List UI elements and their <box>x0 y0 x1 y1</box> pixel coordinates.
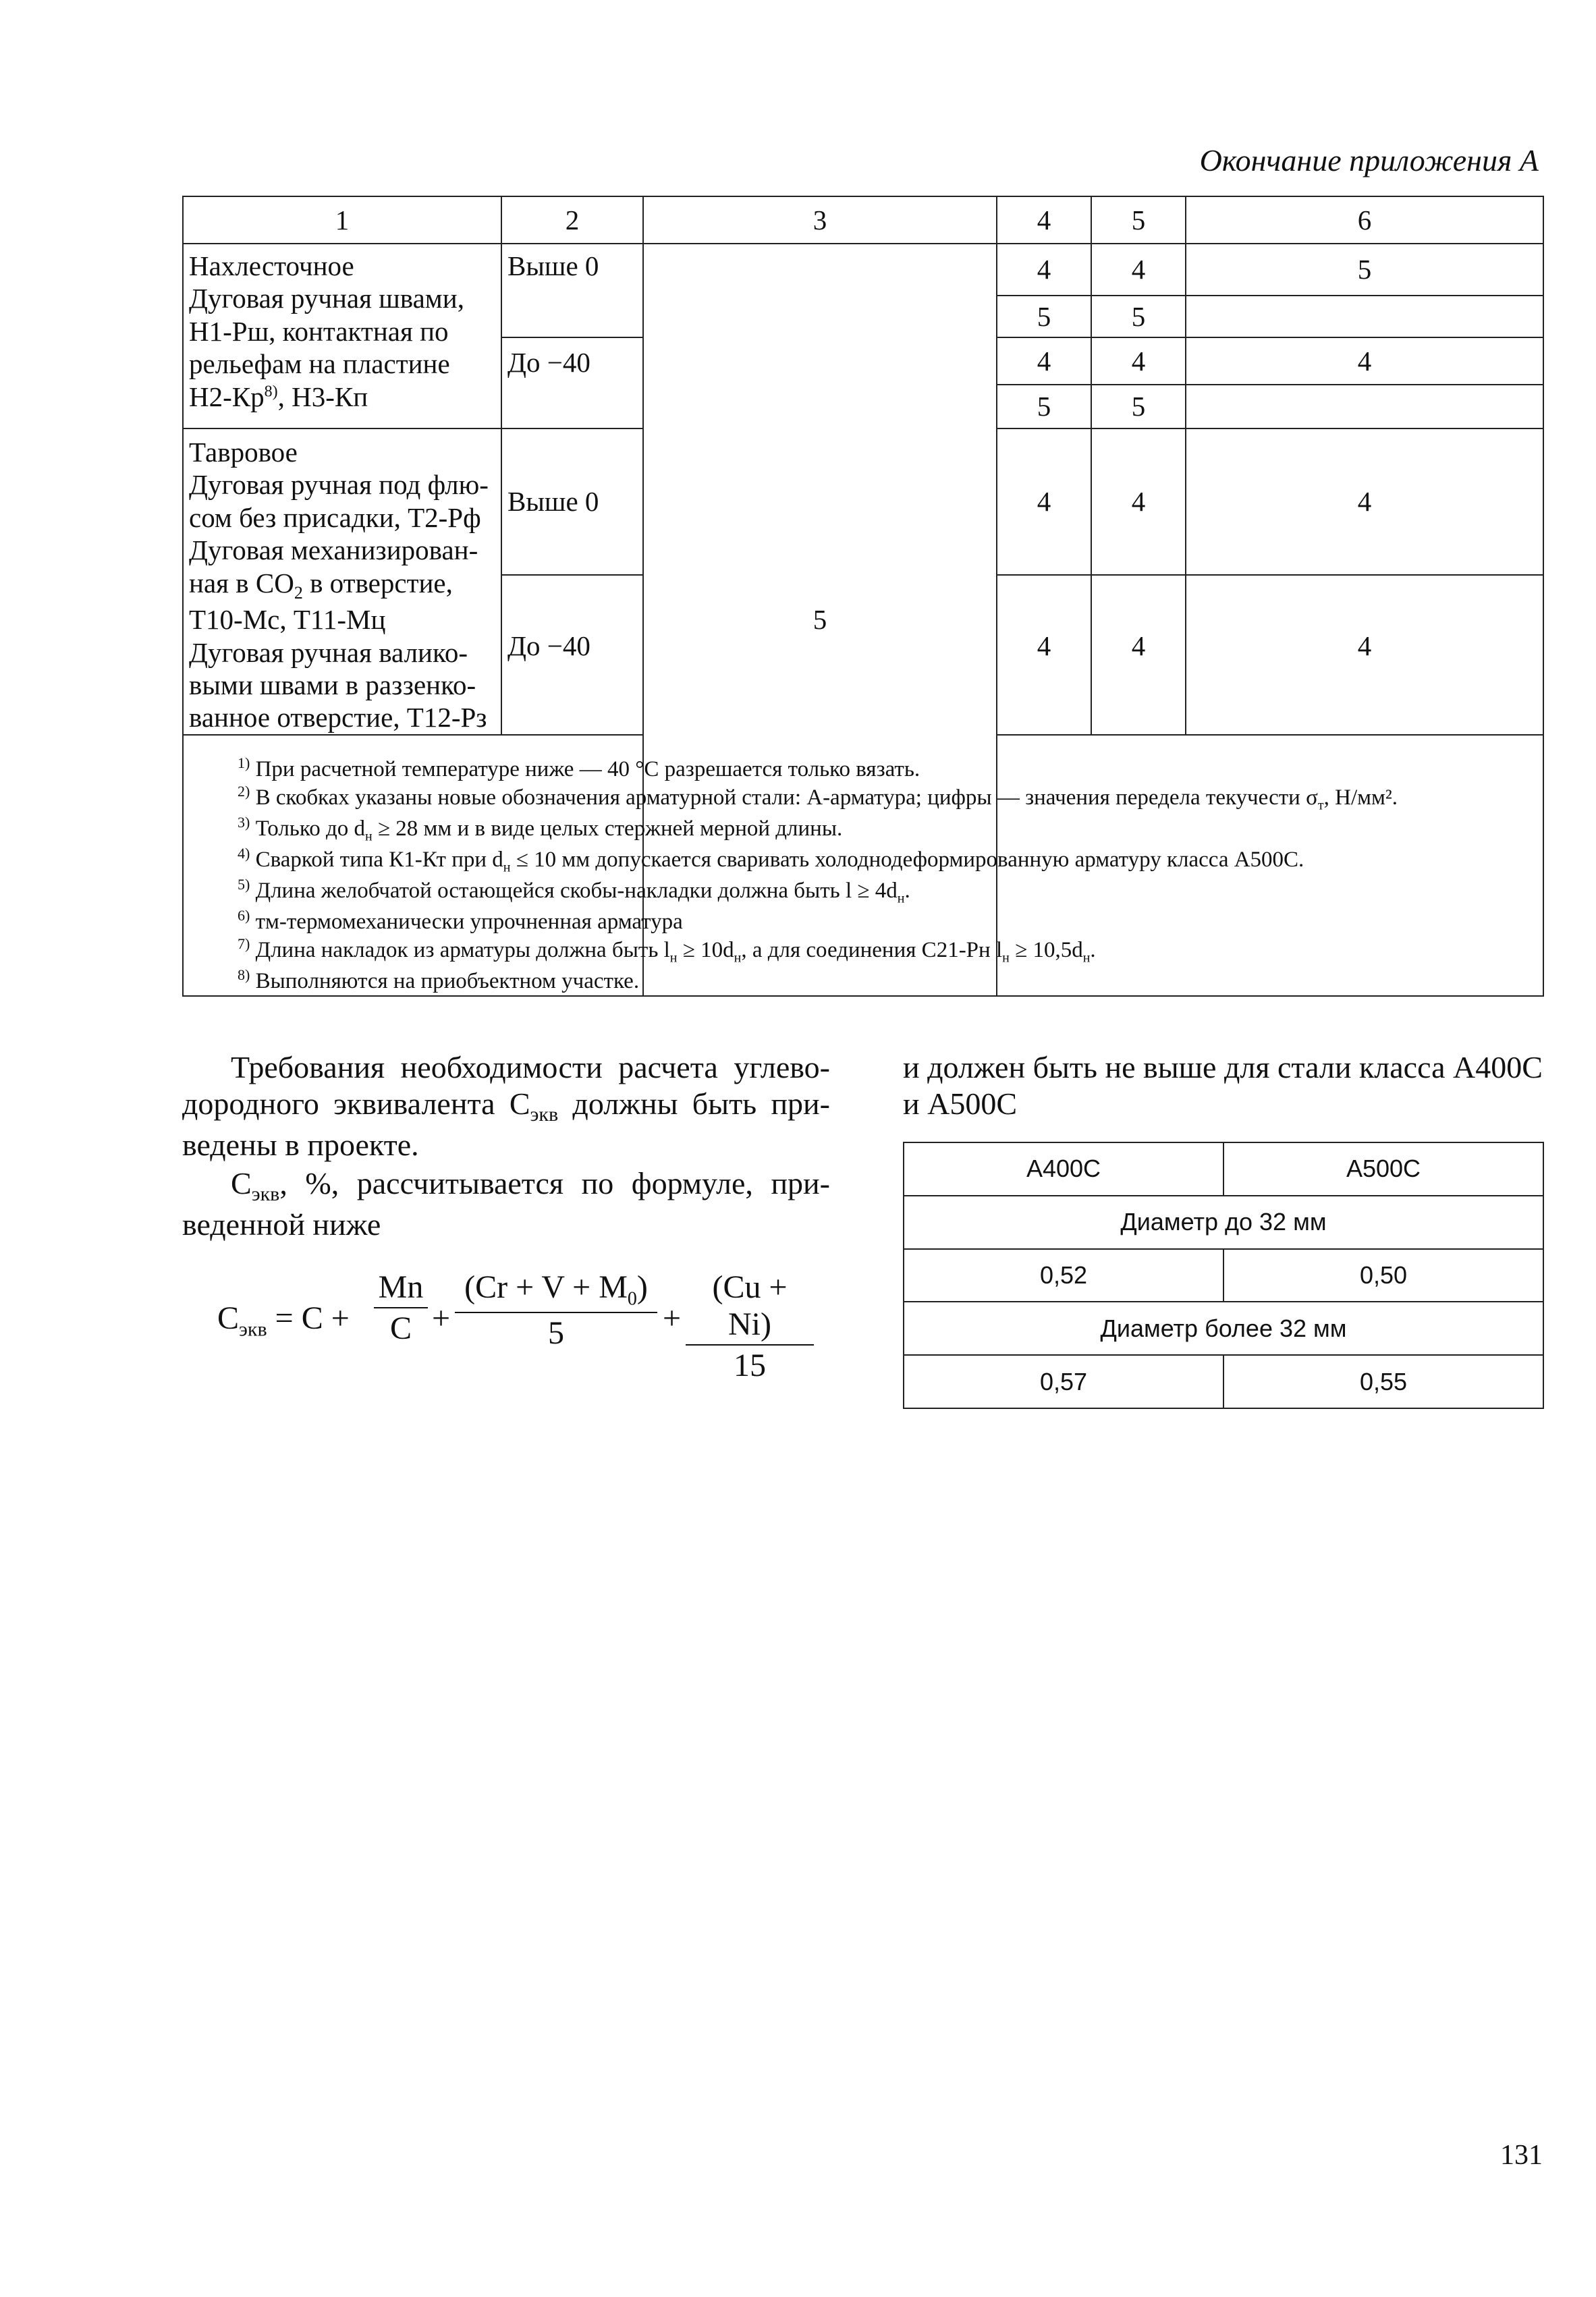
section-row: Диаметр до 32 мм <box>904 1196 1543 1249</box>
footnotes-row <box>183 735 1543 996</box>
carbon-equivalent-formula: $С_{экв} = C$ + $\frac{Mn}{C}$ + $\frac{(Cr + V + M_0)}{5}$ + $\frac{(Cu + Ni)}{15}$ <box>217 1269 811 1363</box>
footnote-5: $^{5)}$ Длина желобчатой остающейся скобы-накладки должна быть $l \ge 4d_н$. <box>238 876 910 906</box>
temp-above-zero: Выше 0 <box>501 428 643 575</box>
footnote-8: $^{8)}$ Выполняются на приобъектном участке. <box>238 966 640 994</box>
footnote-3: $^{3)}$ Только до $d_н \ge 28$ мм и в виде целых стержней мерной длины. <box>238 814 843 844</box>
col-header-5: 5 <box>1091 196 1186 244</box>
table-row: Нахлесточное Дуговая ручная швами, Н1-Рш, контактная по рельефам на пластине $Н2-Кр^{8)}$, Н3-Кп Выше 0 5 4 4 5 <box>183 244 1543 296</box>
joint-type-lap: Нахлесточное Дуговая ручная швами, Н1-Рш, контактная по рельефам на пластине $Н2-Кр^{8)}$, Н3-Кп <box>183 244 501 428</box>
footnote-7: $^{7)}$ Длина накладок из арматуры должна быть $l_н \ge 10d_н$, а для соединения С21-Рн $l_н \ge 10,5d_н$. <box>238 935 1096 966</box>
table-row: До −40 4 4 4 <box>183 575 1543 735</box>
fraction-mn-c: $\frac{Mn}{C}$ <box>374 1269 428 1347</box>
col-header-4: 4 <box>997 196 1091 244</box>
formula-intro-paragraph: $С_{экв}$, %, рассчитывается по формуле, при-веденной ниже <box>182 1166 830 1242</box>
footnote-4: $^{4)}$ Сваркой типа К1-Кт при $d_н \le 10$ мм допускается сваривать холоднодеформированную арматуру класса А500С. <box>238 845 1304 875</box>
fraction-cu-ni: $\frac{(Cu + Ni)}{15}$ <box>686 1269 814 1384</box>
fraction-cr-v-mo: $\frac{(Cr + V + M_0)}{5}$ <box>455 1269 657 1352</box>
page-number: 131 <box>1500 2140 1543 2171</box>
section-row: Диаметр более 32 мм <box>904 1302 1543 1355</box>
col-header-2: 2 <box>501 196 643 244</box>
welding-requirements-table <box>182 196 1544 997</box>
temp-above-zero: Выше 0 <box>501 244 643 337</box>
col3-value: 5 <box>643 244 997 996</box>
footnote-2: $^{2)}$ В скобках указаны новые обозначения арматурной стали: А-арматура; цифры — значения передела текучести $\sigma_т$, Н/мм². <box>238 783 1398 813</box>
col-header-3: 3 <box>643 196 997 244</box>
col-header-1: 1 <box>183 196 501 244</box>
footnotes <box>183 735 1543 996</box>
table-row: Тавровое Дуговая ручная под флю- сом без присадки, Т2-Рф Дуговая механизирован- ная в $CO_2$ в отверстие, Т10-Мс, Т11-Мц Дуговая ручная валико- выми швами в раззенко- ванное отверстие, Т12-Рз Выше 0 4 4 4 <box>183 428 1543 575</box>
table-row: 5 5 <box>183 296 1543 337</box>
carbon-equivalent-requirement-paragraph: Требования необходимости расчета углево-дородного эквивалента $С_{экв}$ должны быть при-ведены в проекте. <box>182 1050 830 1162</box>
appendix-continuation-title: Окончание приложения А <box>1199 143 1539 177</box>
table-header-row: А400С А500С <box>904 1142 1543 1196</box>
table-header-row <box>183 196 1543 244</box>
temp-below-minus40: До −40 <box>501 337 643 428</box>
footnote-6: $^{6)}$ тм-термомеханически упрочненная арматура <box>238 907 683 935</box>
table-row: 0,57 0,55 <box>904 1355 1543 1408</box>
table-row: 5 5 <box>183 385 1543 428</box>
footnote-1: $^{1)}$ При расчетной температуре ниже — 40 °С разрешается только вязать. <box>238 754 920 781</box>
limit-statement: и должен быть не выше для стали класса А400С и А500С <box>903 1050 1543 1122</box>
temp-below-minus40: До −40 <box>501 575 643 735</box>
col-header-6: 6 <box>1186 196 1543 244</box>
table-row: До −40 4 4 4 <box>183 337 1543 385</box>
joint-type-tee: Тавровое Дуговая ручная под флю- сом без присадки, Т2-Рф Дуговая механизирован- ная в $CO_2$ в отверстие, Т10-Мс, Т11-Мц Дуговая ручная валико- выми швами в раззенко- ванное отверстие, Т12-Рз <box>183 428 501 735</box>
carbon-equivalent-limits-table <box>903 1142 1544 1409</box>
table-row: 0,52 0,50 <box>904 1249 1543 1302</box>
